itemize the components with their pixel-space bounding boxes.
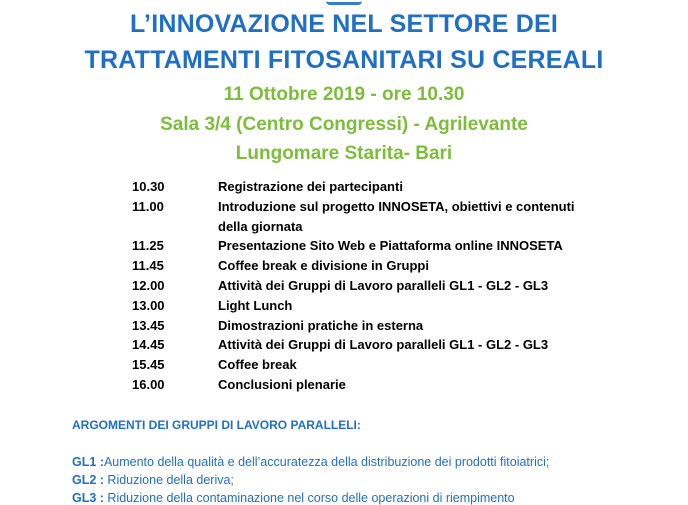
agenda-time: 10.30 — [132, 179, 165, 194]
agenda-row — [132, 177, 602, 197]
agenda-row — [132, 316, 602, 336]
agenda-time: 12.00 — [132, 277, 165, 293]
title-line-1: L’INNOVAZIONE NEL SETTORE DEI — [129, 10, 559, 38]
agenda-time: 13.00 — [132, 297, 165, 313]
topics-heading: ARGOMENTI DEI GRUPPI DI LAVORO PARALLELI: — [72, 418, 361, 432]
agenda-time: 13.45 — [132, 317, 165, 333]
agenda-activity: Dimostrazioni pratiche in esterna — [218, 317, 424, 333]
event-date-time: 11 Ottobre 2019 - ore 10.30 — [223, 84, 465, 105]
agenda-table — [132, 177, 602, 395]
event-address: Lungomare Starita- Bari — [235, 143, 453, 164]
cut-off-text-fragment — [326, 0, 362, 5]
group-text: Aumento della qualità e dell’accuratezza della distribuzione dei prodotti fitoiatrici; — [103, 455, 550, 469]
group-code: GL2 : — [72, 473, 104, 487]
agenda-activity: Coffee break — [218, 357, 297, 373]
agenda-row — [132, 296, 602, 316]
group-text: Riduzione della contaminazione nel corso delle operazioni di riempimento — [103, 491, 515, 505]
agenda-activity: Light Lunch — [218, 297, 293, 313]
agenda-time: 15.45 — [132, 357, 165, 373]
agenda-activity: Introduzione sul progetto INNOSETA, obiettivi e contenuti della giornata — [218, 198, 575, 234]
group-code: GL3 : — [72, 491, 104, 505]
agenda-row — [132, 236, 602, 256]
agenda-time: 16.00 — [132, 376, 165, 392]
group-text: Riduzione della deriva; — [103, 473, 234, 487]
group-item — [72, 491, 515, 505]
title-line-2: TRATTAMENTI FITOSANITARI SU CEREALI — [84, 46, 604, 74]
agenda-time: 11.25 — [132, 238, 164, 254]
agenda-activity: Coffee break e divisione in Gruppi — [218, 258, 429, 274]
agenda-time: 14.45 — [132, 337, 165, 353]
agenda-activity: Attività dei Gruppi di Lavoro paralleli GL1 - GL2 - GL3 — [218, 337, 549, 353]
group-item — [72, 455, 549, 469]
group-item — [72, 473, 234, 487]
agenda-row — [132, 355, 602, 375]
event-venue: Sala 3/4 (Centro Congressi) - Agrilevante — [160, 114, 528, 135]
group-code: GL1 : — [72, 455, 104, 469]
agenda-time: 11.45 — [132, 258, 164, 274]
agenda-row — [132, 335, 602, 355]
agenda-activity: Attività dei Gruppi di Lavoro paralleli GL1 - GL2 - GL3 — [218, 277, 549, 293]
agenda-time: 11.00 — [132, 198, 164, 214]
agenda-row — [132, 276, 602, 296]
agenda-row — [132, 375, 602, 395]
agenda-activity: Registrazione dei partecipanti — [218, 179, 403, 194]
agenda-activity: Conclusioni plenarie — [218, 376, 346, 392]
agenda-activity: Presentazione Sito Web e Piattaforma online INNOSETA — [218, 238, 563, 254]
agenda-row — [132, 197, 602, 237]
agenda-row — [132, 256, 602, 276]
